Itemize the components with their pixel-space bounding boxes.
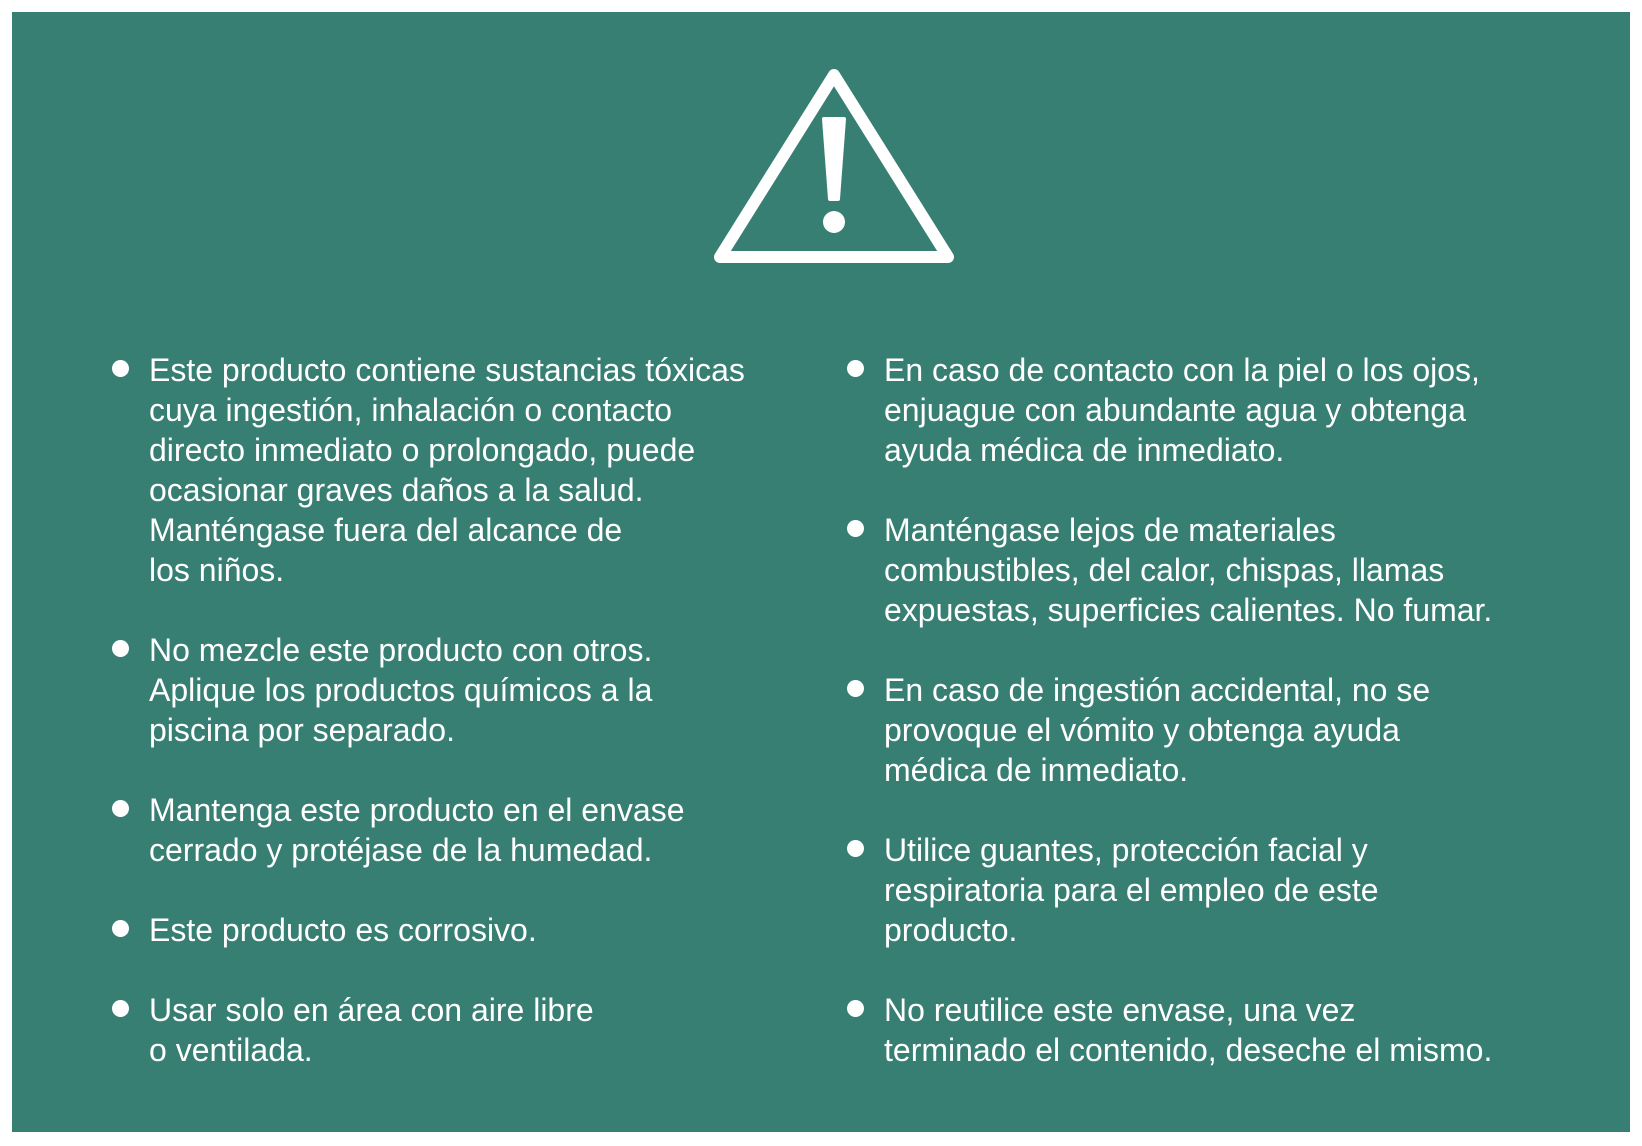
list-item: [112, 350, 792, 590]
list-item: [847, 510, 1547, 630]
warning-triangle-icon: [712, 67, 956, 265]
bullet-icon: [847, 520, 864, 537]
list-item: [847, 830, 1547, 950]
list-item-text: En caso de ingestión accidental, no se provoque el vómito y obtenga ayuda médica de inmediato.: [884, 672, 1431, 788]
list-item: [847, 350, 1547, 470]
list-item: [112, 630, 792, 750]
list-item-text: Mantenga este producto en el envase cerrado y protéjase de la humedad.: [149, 792, 685, 868]
list-item-text: Usar solo en área con aire libre o ventilada.: [149, 992, 594, 1068]
left-column: [112, 350, 792, 1110]
bullet-icon: [847, 1000, 864, 1017]
list-item: [112, 910, 792, 950]
bullet-icon: [112, 800, 129, 817]
list-item: [112, 790, 792, 870]
bullet-icon: [847, 680, 864, 697]
bullet-icon: [847, 360, 864, 377]
bullet-icon: [112, 920, 129, 937]
bullet-icon: [112, 360, 129, 377]
list-item-text: Manténgase lejos de materiales combustibles, del calor, chispas, llamas expuestas, superficies calientes. No fumar.: [884, 512, 1493, 628]
list-item-text: Este producto contiene sustancias tóxicas cuya ingestión, inhalación o contacto directo inmediato o prolongado, puede ocasionar graves daños a la salud. Manténgase fuera del alcance de los niños.: [149, 352, 745, 588]
list-item-text: No mezcle este producto con otros. Aplique los productos químicos a la piscina por separado.: [149, 632, 653, 748]
list-item-text: Utilice guantes, protección facial y respiratoria para el empleo de este producto.: [884, 832, 1379, 948]
list-item: [112, 990, 792, 1070]
right-column: [847, 350, 1547, 1110]
list-item-text: Este producto es corrosivo.: [149, 912, 537, 948]
list-item: [847, 670, 1547, 790]
list-item-text: No reutilice este envase, una vez terminado el contenido, deseche el mismo.: [884, 992, 1493, 1068]
list-item-text: En caso de contacto con la piel o los ojos, enjuague con abundante agua y obtenga ayuda médica de inmediato.: [884, 352, 1480, 468]
bullet-icon: [112, 1000, 129, 1017]
bullet-icon: [112, 640, 129, 657]
list-item: [847, 990, 1547, 1070]
bullet-icon: [847, 840, 864, 857]
